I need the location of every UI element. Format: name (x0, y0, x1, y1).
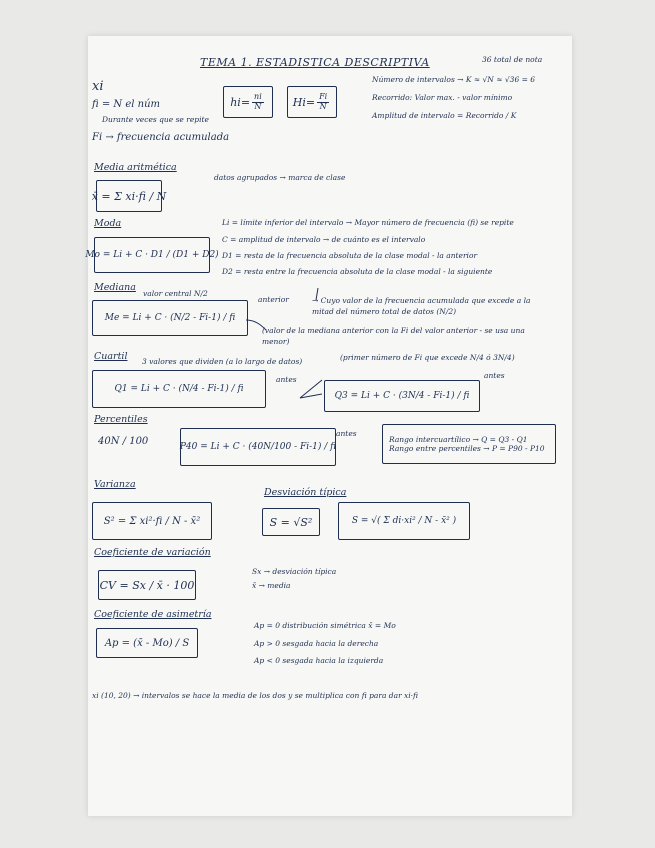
mediana-note: valor central N/2 (143, 289, 208, 298)
moda-note-li: Li = límite inferior del intervalo → Mayor número de frecuencia (fi) se repite (222, 218, 514, 227)
cv-note-mean: x̄ → media (252, 581, 291, 590)
asim-note-positive: Ap > 0 sesgada hacia la derecha (254, 639, 379, 648)
asimetria-formula: Ap = (x̄ - Mo) / S (96, 628, 198, 658)
asimetria-heading: Coeficiente de asimetría (94, 609, 212, 620)
asim-note-negative: Ap < 0 sesgada hacia la izquierda (254, 656, 384, 665)
cv-formula: CV = Sx / x̄ · 100 (98, 570, 196, 600)
xi-label: xi (92, 79, 104, 94)
desviacion-formula-simple: S = √S² (262, 508, 320, 536)
page-title: TEMA 1. ESTADISTICA DESCRIPTIVA (200, 56, 430, 69)
range-intercuartilico: Rango intercuartílico → Q = Q3 - Q1 (389, 435, 528, 444)
moda-heading: Moda (94, 218, 122, 229)
mediana-anterior: anterior (258, 295, 289, 304)
moda-formula: Mo = Li + C · D1 / (D1 + D2) (94, 237, 210, 273)
mediana-heading: Mediana (94, 282, 136, 293)
percentiles-heading: Percentiles (94, 414, 148, 425)
varianza-heading: Varianza (94, 479, 136, 490)
media-note: datos agrupados → marca de clase (214, 173, 346, 182)
moda-note-d2: D2 = resta entre la frecuencia absoluta de la clase modal - la siguiente (222, 267, 493, 276)
percentile-ratio: 40N / 100 (98, 436, 149, 447)
mediana-formula: Me = Li + C · (N/2 - Fi-1) / fi (92, 300, 248, 336)
cv-heading: Coeficiente de variación (94, 547, 211, 558)
corner-note: 36 total de nota (482, 55, 543, 64)
media-heading: Media aritmética (94, 162, 177, 173)
p40-formula: P40 = Li + C · (40N/100 - Fi-1) / fi (180, 428, 336, 466)
mediana-right-note: → Cuyo valor de la frecuencia acumulada que excede a la mitad del número total de datos (N/2) (312, 296, 531, 316)
bullet-intervals: Número de intervalos → K ≈ √N ≈ √36 = 6 (372, 75, 536, 84)
Hi-formula-box: Hi= $\frac{Fi}{N}$ (287, 86, 337, 118)
q3-formula: Q3 = Li + C · (3N/4 - Fi-1) / fi (324, 380, 480, 412)
media-formula: x̄ = Σ xi·fi / N (96, 180, 162, 212)
q1-formula: Q1 = Li + C · (N/4 - Fi-1) / fi (92, 370, 266, 408)
desviacion-formula-full: S = √( Σ di·xi² / N - x̄² ) (338, 502, 470, 540)
range-percentiles: Rango entre percentiles → P = P90 - P10 (389, 444, 545, 453)
bullet-recorrido: Recorrido: Valor max. - valor mínimo (372, 93, 513, 102)
moda-note-c: C = amplitud de intervalo → de cuánto es el intervalo (222, 235, 426, 244)
p40-antes: antes (336, 429, 357, 438)
footer-note: xi (10, 20) → intervalos se hace la media de los dos y se multiplica con fi para dar xi·fi (92, 691, 419, 700)
cuartil-note: 3 valores que dividen (a lo largo de datos) (142, 357, 303, 366)
cv-note-sx: Sx → desviación típica (252, 567, 337, 576)
hi-formula-box: hi= $\frac{ni}{N}$ (223, 86, 273, 118)
fi-note: Durante veces que se repite (102, 115, 209, 124)
varianza-formula: S² = Σ xi²·fi / N - x̄² (92, 502, 212, 540)
q3-antes: antes (484, 371, 505, 380)
asim-note-zero: Ap = 0 distribución simétrica x̄ = Mo (254, 621, 396, 630)
cuartil-note-2: (primer número de Fi que excede N/4 ó 3N/4) (340, 353, 515, 362)
bullet-amplitud: Amplitud de intervalo = Recorrido / K (372, 111, 517, 120)
Fi-label: Fi → frecuencia acumulada (92, 132, 230, 143)
mediana-sub-note: (valor de la mediana anterior con la Fi del valor anterior - se usa una menor) (262, 326, 525, 346)
moda-note-d1: D1 = resta de la frecuencia absoluta de la clase modal - la anterior (222, 251, 478, 260)
cuartil-heading: Cuartil (94, 351, 128, 362)
fi-label: fi = N el núm (92, 99, 160, 110)
q1-antes: antes (276, 375, 297, 384)
desviacion-heading: Desviación típica (264, 487, 347, 498)
